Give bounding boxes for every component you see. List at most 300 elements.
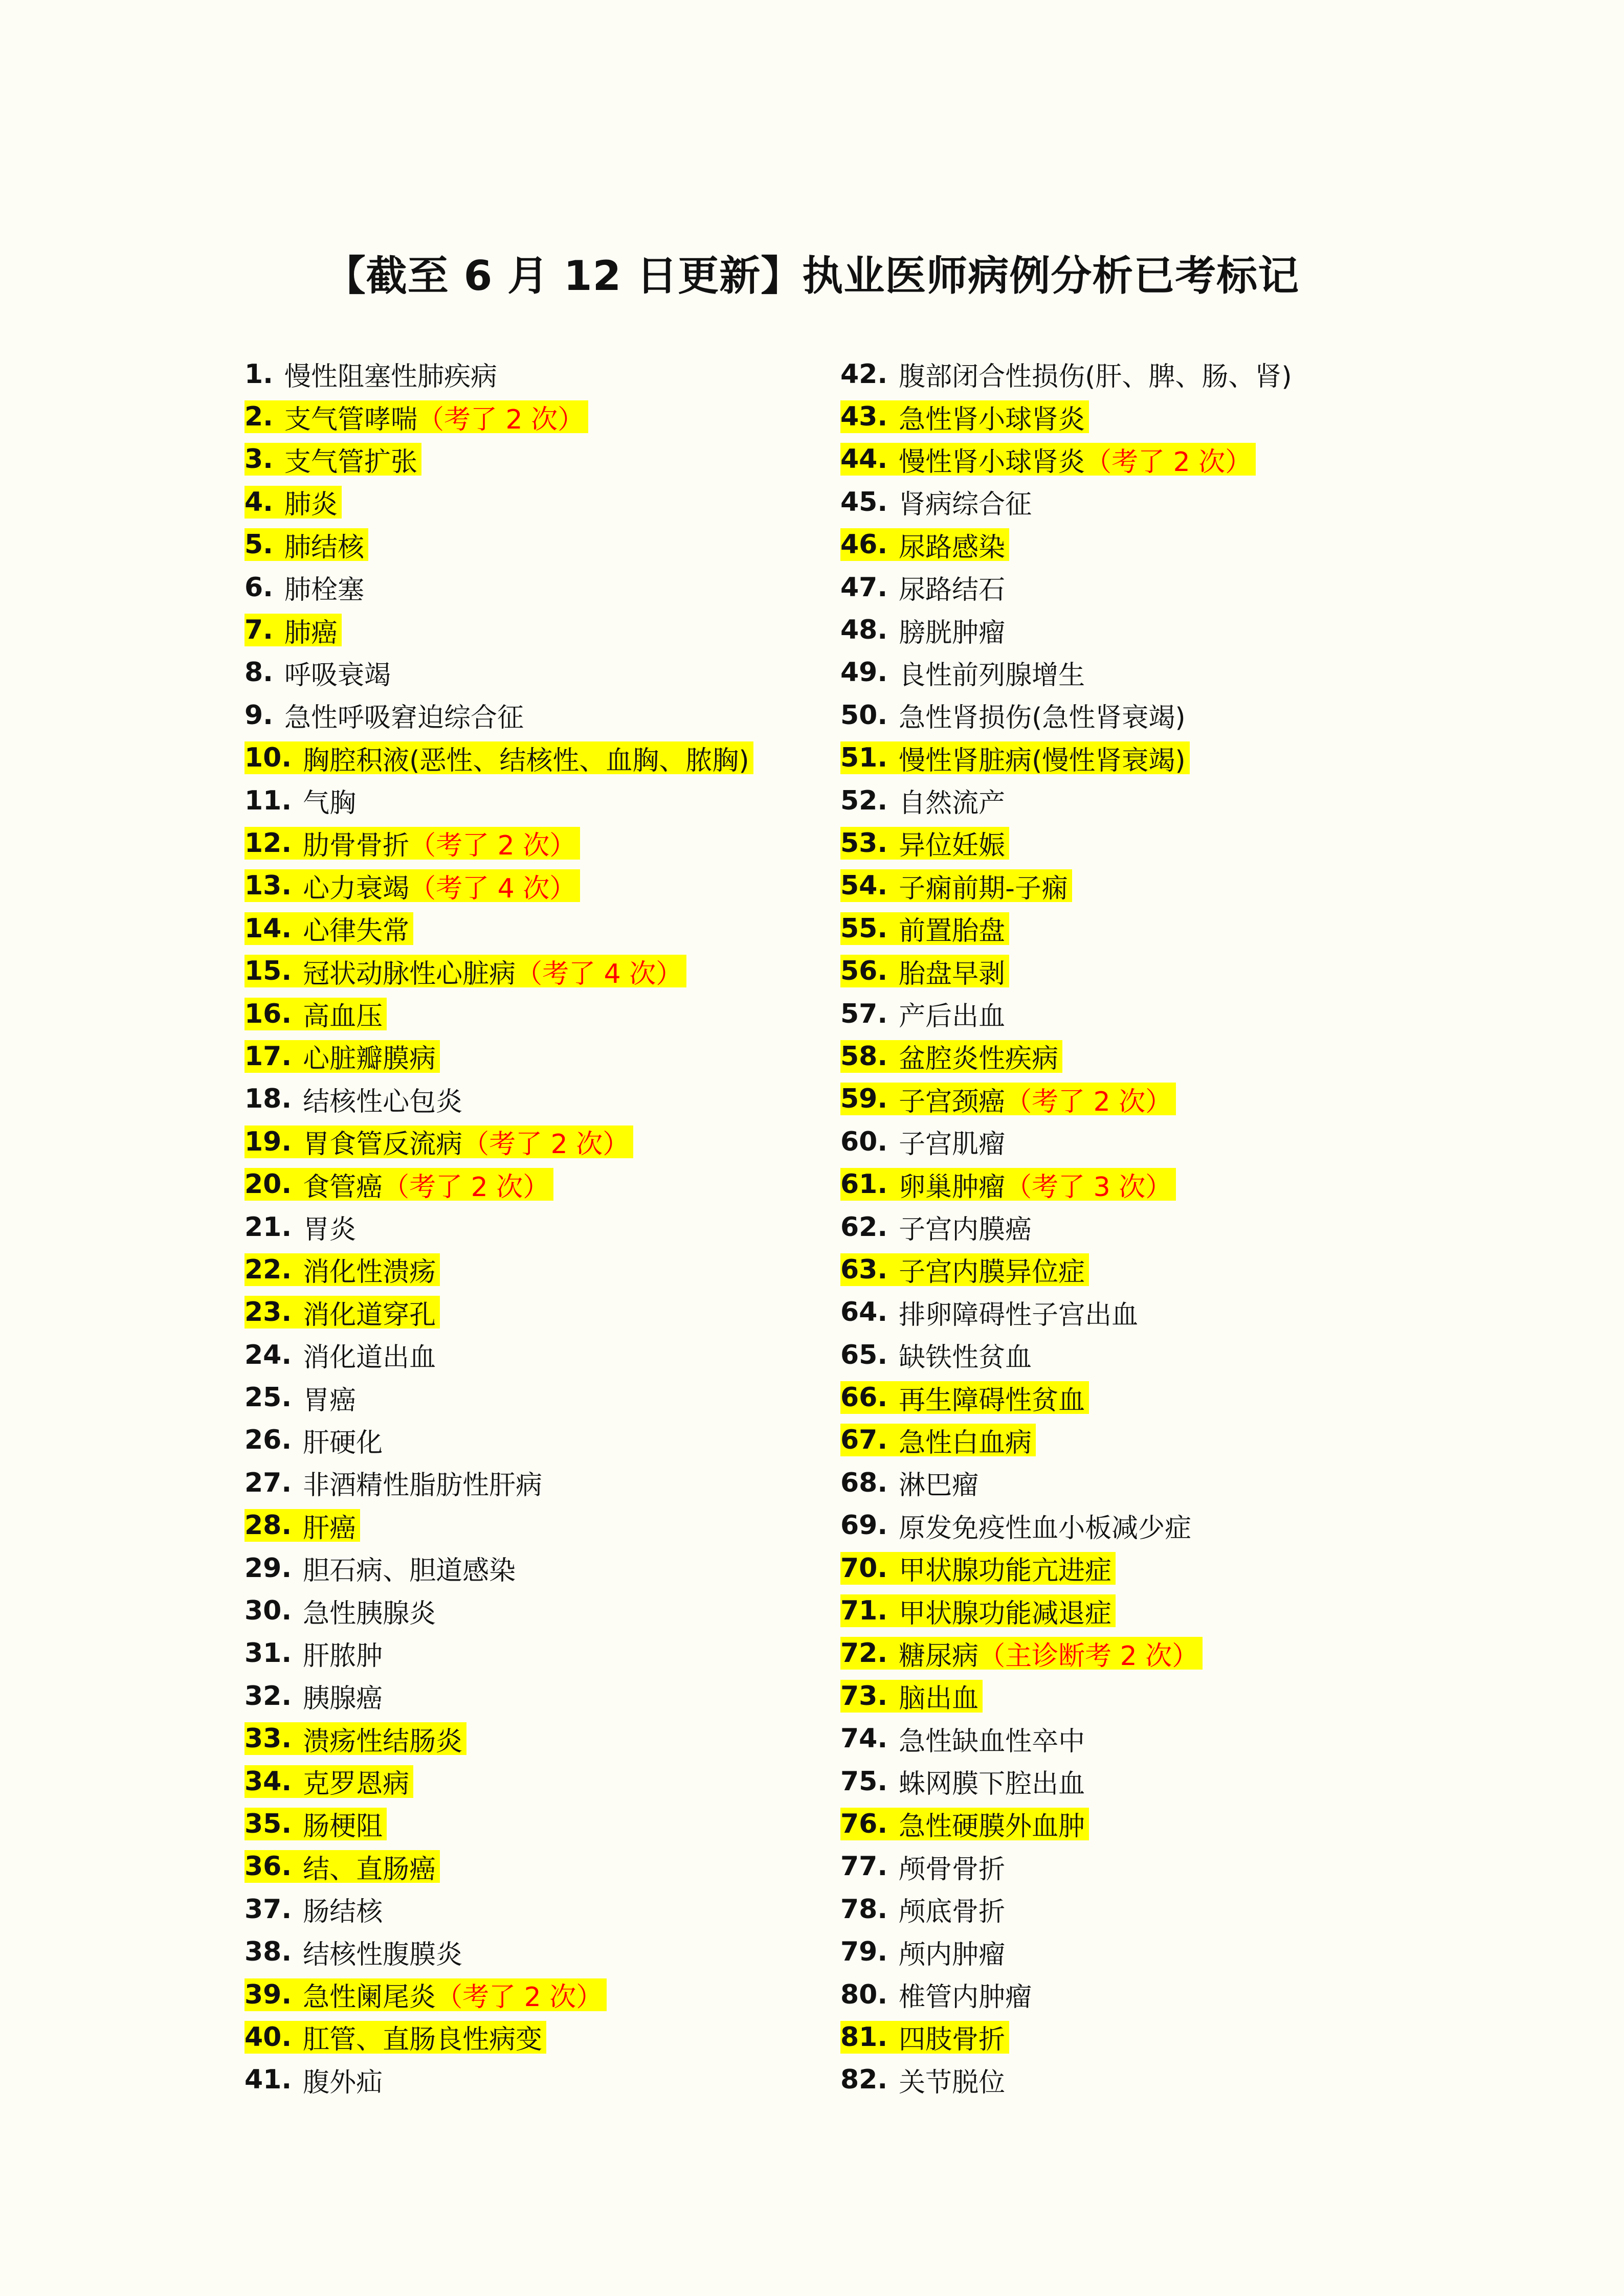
entry [840,656,1089,689]
item-text: 颅内肿瘤 [899,1939,1006,1970]
item-number: 49. [840,657,888,688]
highlighted-entry [840,1253,1089,1286]
item-text: 颅骨骨折 [899,1854,1006,1885]
highlighted-entry [840,2021,1009,2054]
highlighted-entry [840,741,1190,774]
item-text: 急性阑尾炎 [303,1982,436,2013]
item-text: 冠状动脉性心脏病 [303,958,516,989]
entry [840,1978,1036,2011]
list-item [244,865,807,907]
list-item [244,524,807,566]
highlighted-entry [244,998,387,1030]
list-item [840,1718,1454,1760]
item-number: 70. [840,1552,888,1584]
highlighted-entry [244,1765,413,1798]
list-item [244,1547,807,1589]
entry [840,1722,1089,1755]
item-text: 肠结核 [303,1897,383,1928]
highlighted-entry [840,1083,1176,1115]
highlighted-entry [840,1594,1116,1627]
entry [840,784,1009,817]
highlighted-entry [244,869,580,902]
list-item [840,2016,1454,2058]
list-item [244,1845,807,1888]
entry [244,1211,360,1244]
item-text: 慢性肾脏病(慢性肾衰竭) [899,745,1186,776]
list-item [244,1419,807,1461]
item-text: 子宫内膜异位症 [899,1257,1085,1288]
item-text: 异位妊娠 [899,830,1006,862]
list-item [244,907,807,950]
entry [840,2063,1009,2096]
item-number: 50. [840,700,888,731]
item-number: 72. [840,1638,888,1669]
exam-count-note: （考了 4 次） [409,873,576,904]
list-item [244,1334,807,1376]
list-item [244,651,807,694]
entry [840,486,1036,519]
list-item [840,1078,1454,1120]
item-text: 盆腔炎性疾病 [899,1044,1059,1075]
item-number: 54. [840,870,888,902]
item-text: 高血压 [303,1001,383,1032]
list-item [840,1248,1454,1291]
entry [244,1893,387,1926]
item-number: 42. [840,358,888,390]
list-item [840,779,1454,822]
highlighted-entry [244,1168,553,1201]
list-item [244,481,807,523]
item-number: 67. [840,1425,888,1456]
exam-count-note: （考了 2 次） [383,1172,550,1203]
exam-count-note: （考了 2 次） [1005,1086,1172,1117]
item-number: 19. [244,1126,292,1157]
entry [840,1893,1009,1926]
item-text: 子痫前期-子痫 [899,873,1068,904]
item-number: 71. [840,1595,888,1627]
list-item [840,1334,1454,1376]
list-item [244,1675,807,1717]
item-number: 78. [840,1894,888,1925]
item-text: 消化道出血 [303,1342,436,1374]
entry [244,1935,466,1968]
entry [244,1381,360,1414]
item-number: 17. [244,1041,292,1072]
item-text: 胃炎 [303,1214,357,1245]
list-item [840,1419,1454,1461]
list-item [840,907,1454,950]
item-number: 25. [244,1382,292,1413]
list-item [840,438,1454,481]
item-number: 52. [840,785,888,816]
highlighted-entry [244,1808,387,1840]
item-number: 24. [244,1339,292,1370]
entry [840,1296,1142,1329]
item-number: 33. [244,1723,292,1754]
list-item [244,737,807,779]
item-number: 4. [244,486,273,517]
list-item [840,524,1454,566]
item-text: 消化道穿孔 [303,1299,436,1331]
item-number: 74. [840,1723,888,1754]
item-text: 肺癌 [284,617,338,648]
list-item [840,1632,1454,1675]
highlighted-entry [840,1381,1089,1414]
list-item [244,353,807,395]
entry [840,358,1296,391]
list-item [244,1376,807,1419]
item-number: 44. [840,444,888,475]
highlighted-entry [244,741,753,774]
item-text: 急性肾损伤(急性肾衰竭) [899,703,1186,734]
item-text: 缺铁性贫血 [899,1342,1032,1374]
item-number: 53. [840,827,888,859]
item-text: 结核性腹膜炎 [303,1939,463,1970]
item-number: 55. [840,913,888,944]
item-text: 肠梗阻 [303,1811,383,1842]
item-text: 非酒精性脂肪性肝病 [303,1470,543,1501]
entry [244,699,528,732]
list-item [840,1803,1454,1845]
list-item [244,1078,807,1120]
entry [840,1765,1089,1798]
highlighted-entry [840,1637,1203,1670]
item-number: 18. [244,1084,292,1115]
highlighted-entry [840,1168,1176,1201]
item-text: 胆石病、胆道感染 [303,1556,516,1587]
item-number: 27. [244,1467,292,1498]
item-number: 68. [840,1467,888,1498]
list-item [244,1120,807,1163]
page-title: 【截至 6 月 12 日更新】执业医师病例分析已考标记 [324,252,1300,300]
list-item [840,1504,1454,1547]
highlighted-entry [840,827,1009,860]
list-item [840,1845,1454,1888]
highlighted-entry [244,443,421,476]
exam-count-note: （考了 2 次） [409,830,576,862]
item-number: 61. [840,1169,888,1200]
list-item [244,395,807,438]
highlighted-entry [840,400,1089,433]
highlighted-entry [244,1850,440,1883]
list-item [244,2059,807,2101]
list-item [244,1888,807,1930]
item-text: 结、直肠癌 [303,1854,436,1885]
highlighted-entry [840,528,1009,561]
item-text: 淋巴瘤 [899,1470,979,1501]
item-number: 82. [840,2064,888,2096]
item-text: 关节脱位 [899,2067,1006,2098]
item-text: 心脏瓣膜病 [303,1044,436,1075]
list-item [840,737,1454,779]
list-item [244,950,807,992]
item-text: 胃癌 [303,1385,357,1416]
item-number: 58. [840,1041,888,1072]
list-item [244,566,807,609]
item-number: 62. [840,1211,888,1243]
item-number: 28. [244,1510,292,1541]
item-text: 支气管哮喘 [284,404,417,435]
item-number: 65. [840,1339,888,1370]
item-number: 39. [244,1979,292,2010]
item-number: 16. [244,998,292,1029]
item-text: 胰腺癌 [303,1683,383,1715]
item-number: 43. [840,401,888,433]
item-number: 30. [244,1595,292,1627]
item-text: 脑出血 [899,1683,979,1715]
entry [840,998,1009,1030]
entry [244,571,368,604]
item-number: 15. [244,956,292,987]
entry [244,1680,387,1713]
highlighted-entry [840,1680,983,1713]
exam-count-note: （考了 3 次） [1005,1172,1172,1203]
item-text: 前置胎盘 [899,916,1006,947]
item-text: 急性呼吸窘迫综合征 [284,703,524,734]
list-item [244,1718,807,1760]
exam-count-note: （主诊断考 2 次） [978,1640,1199,1672]
list-item [840,651,1454,694]
item-text: 肝脓肿 [303,1640,383,1672]
item-text: 急性缺血性卒中 [899,1726,1085,1757]
entry [244,1339,440,1374]
entry [840,614,1009,646]
item-text: 结核性心包炎 [303,1086,463,1117]
highlighted-entry [244,912,413,945]
item-number: 41. [244,2064,292,2096]
entry [244,1637,387,1670]
highlighted-entry [244,2021,546,2054]
item-text: 急性硬膜外血肿 [899,1811,1085,1842]
entry [840,1467,983,1499]
item-text: 心力衰竭 [303,873,410,904]
item-number: 35. [244,1808,292,1839]
item-number: 1. [244,358,273,390]
list-item [244,822,807,864]
list-item [244,609,807,651]
item-number: 36. [244,1851,292,1882]
item-number: 9. [244,700,273,731]
item-number: 66. [840,1382,888,1413]
item-number: 57. [840,998,888,1029]
entry [244,1424,387,1456]
entry [244,656,395,689]
item-text: 甲状腺功能亢进症 [899,1556,1112,1587]
item-text: 产后出血 [899,1001,1006,1032]
item-number: 3. [244,444,273,475]
item-number: 56. [840,956,888,987]
item-text: 慢性肾小球肾炎 [899,446,1085,478]
list-item [840,609,1454,651]
item-text: 肺炎 [284,489,338,521]
list-item [244,1248,807,1291]
item-text: 椎管内肿瘤 [899,1982,1032,2013]
list-item [840,1930,1454,1973]
item-text: 排卵障碍性子宫出血 [899,1299,1139,1331]
item-text: 尿路结石 [899,575,1006,606]
list-item [244,1803,807,1845]
highlighted-entry [244,955,686,987]
item-text: 肺结核 [284,532,364,563]
item-number: 2. [244,401,273,433]
exam-count-note: （考了 2 次） [1085,446,1252,478]
list-item [244,993,807,1035]
list-item [244,1163,807,1205]
item-text: 颅底骨折 [899,1897,1006,1928]
item-number: 45. [840,486,888,517]
item-number: 60. [840,1126,888,1157]
list-item [840,353,1454,395]
highlighted-entry [244,614,342,646]
highlighted-entry [244,1253,440,1286]
item-number: 12. [244,827,292,859]
entry [244,1552,520,1585]
list-item [840,694,1454,736]
highlighted-entry [840,443,1256,476]
item-text: 肾病综合征 [899,489,1032,521]
list-item [244,1206,807,1248]
list-item [840,1589,1454,1632]
item-number: 29. [244,1552,292,1584]
highlighted-entry [244,1040,440,1073]
list-item [840,1291,1454,1334]
item-text: 卵巢肿瘤 [899,1172,1006,1203]
item-number: 46. [840,529,888,560]
item-text: 腹部闭合性损伤(肝、脾、肠、肾) [899,362,1292,393]
list-item [244,694,807,736]
item-text: 肋骨骨折 [303,830,410,862]
item-number: 76. [840,1808,888,1839]
item-number: 80. [840,1979,888,2010]
list-item [244,1930,807,1973]
item-text: 尿路感染 [899,532,1006,563]
item-text: 四肢骨折 [899,2024,1006,2056]
list-item [840,822,1454,864]
item-number: 11. [244,785,292,816]
item-number: 26. [244,1425,292,1456]
item-number: 5. [244,529,273,560]
entry [840,1850,1009,1883]
item-number: 63. [840,1254,888,1285]
item-text: 胸腔积液(恶性、结核性、血胸、脓胸) [303,745,749,776]
item-text: 胎盘早剥 [899,958,1006,989]
highlighted-entry [244,1509,360,1542]
list-item [840,2059,1454,2101]
highlighted-entry [244,1126,633,1158]
entry [244,1594,440,1627]
entry [244,1083,466,1115]
entry [244,358,501,391]
highlighted-entry [840,1040,1062,1073]
item-text: 肝癌 [303,1513,357,1544]
list-item [244,1291,807,1334]
item-text: 克罗恩病 [303,1769,410,1800]
item-text: 肺栓塞 [284,575,364,606]
item-number: 69. [840,1510,888,1541]
item-text: 子宫颈癌 [899,1086,1006,1117]
list-item [244,2016,807,2058]
item-number: 64. [840,1297,888,1328]
highlighted-entry [840,1552,1116,1585]
list-item [244,1461,807,1504]
item-number: 22. [244,1254,292,1285]
entry [840,1339,1036,1374]
entry [840,1126,1009,1158]
exam-count-note: （考了 2 次） [417,404,585,435]
item-number: 14. [244,913,292,944]
item-number: 20. [244,1169,292,1200]
item-number: 34. [244,1766,292,1797]
list-item [840,1120,1454,1163]
item-text: 支气管扩张 [284,446,417,478]
item-text: 急性肾小球肾炎 [899,404,1085,435]
item-text: 肛管、直肠良性病变 [303,2024,543,2056]
exam-count-note: （考了 2 次） [436,1982,603,2013]
highlighted-entry [244,1296,440,1329]
list-item [840,1675,1454,1717]
entry [244,1467,546,1499]
item-text: 溃疡性结肠炎 [303,1726,463,1757]
item-text: 胃食管反流病 [303,1129,463,1160]
highlighted-entry [244,486,342,519]
highlighted-entry [840,912,1009,945]
list-item [244,438,807,481]
item-text: 急性白血病 [899,1427,1032,1458]
exam-count-note: （考了 2 次） [462,1129,630,1160]
item-number: 47. [840,572,888,603]
highlighted-entry [840,1808,1089,1840]
list-item [840,865,1454,907]
list-item [840,950,1454,992]
list-item [840,1888,1454,1930]
item-text: 糖尿病 [899,1640,979,1672]
item-text: 原发免疫性血小板减少症 [899,1513,1192,1544]
item-number: 51. [840,742,888,774]
item-text: 子宫内膜癌 [899,1214,1032,1245]
list-item [244,1632,807,1675]
list-item [244,1760,807,1803]
item-number: 7. [244,615,273,646]
item-number: 21. [244,1211,292,1243]
item-number: 13. [244,870,292,902]
list-item [840,395,1454,438]
item-number: 10. [244,742,292,774]
highlighted-entry [244,1978,607,2011]
list-item [840,1163,1454,1205]
highlighted-entry [840,955,1009,987]
item-text: 急性胰腺炎 [303,1598,436,1629]
entry [840,571,1009,604]
item-number: 73. [840,1680,888,1712]
item-number: 75. [840,1766,888,1797]
list-item [840,1547,1454,1589]
item-text: 自然流产 [899,788,1006,819]
list-item [840,1035,1454,1077]
item-text: 良性前列腺增生 [899,660,1085,691]
list-item [840,1461,1454,1504]
list-item [244,779,807,822]
list-item [244,1589,807,1632]
highlighted-entry [244,400,588,433]
entry [840,1509,1195,1542]
item-text: 膀胱肿瘤 [899,617,1006,648]
left-column-list [244,353,807,2101]
item-number: 23. [244,1297,292,1328]
item-number: 32. [244,1680,292,1712]
item-text: 子宫肌瘤 [899,1129,1006,1160]
list-item [840,1206,1454,1248]
highlighted-entry [244,1722,466,1755]
